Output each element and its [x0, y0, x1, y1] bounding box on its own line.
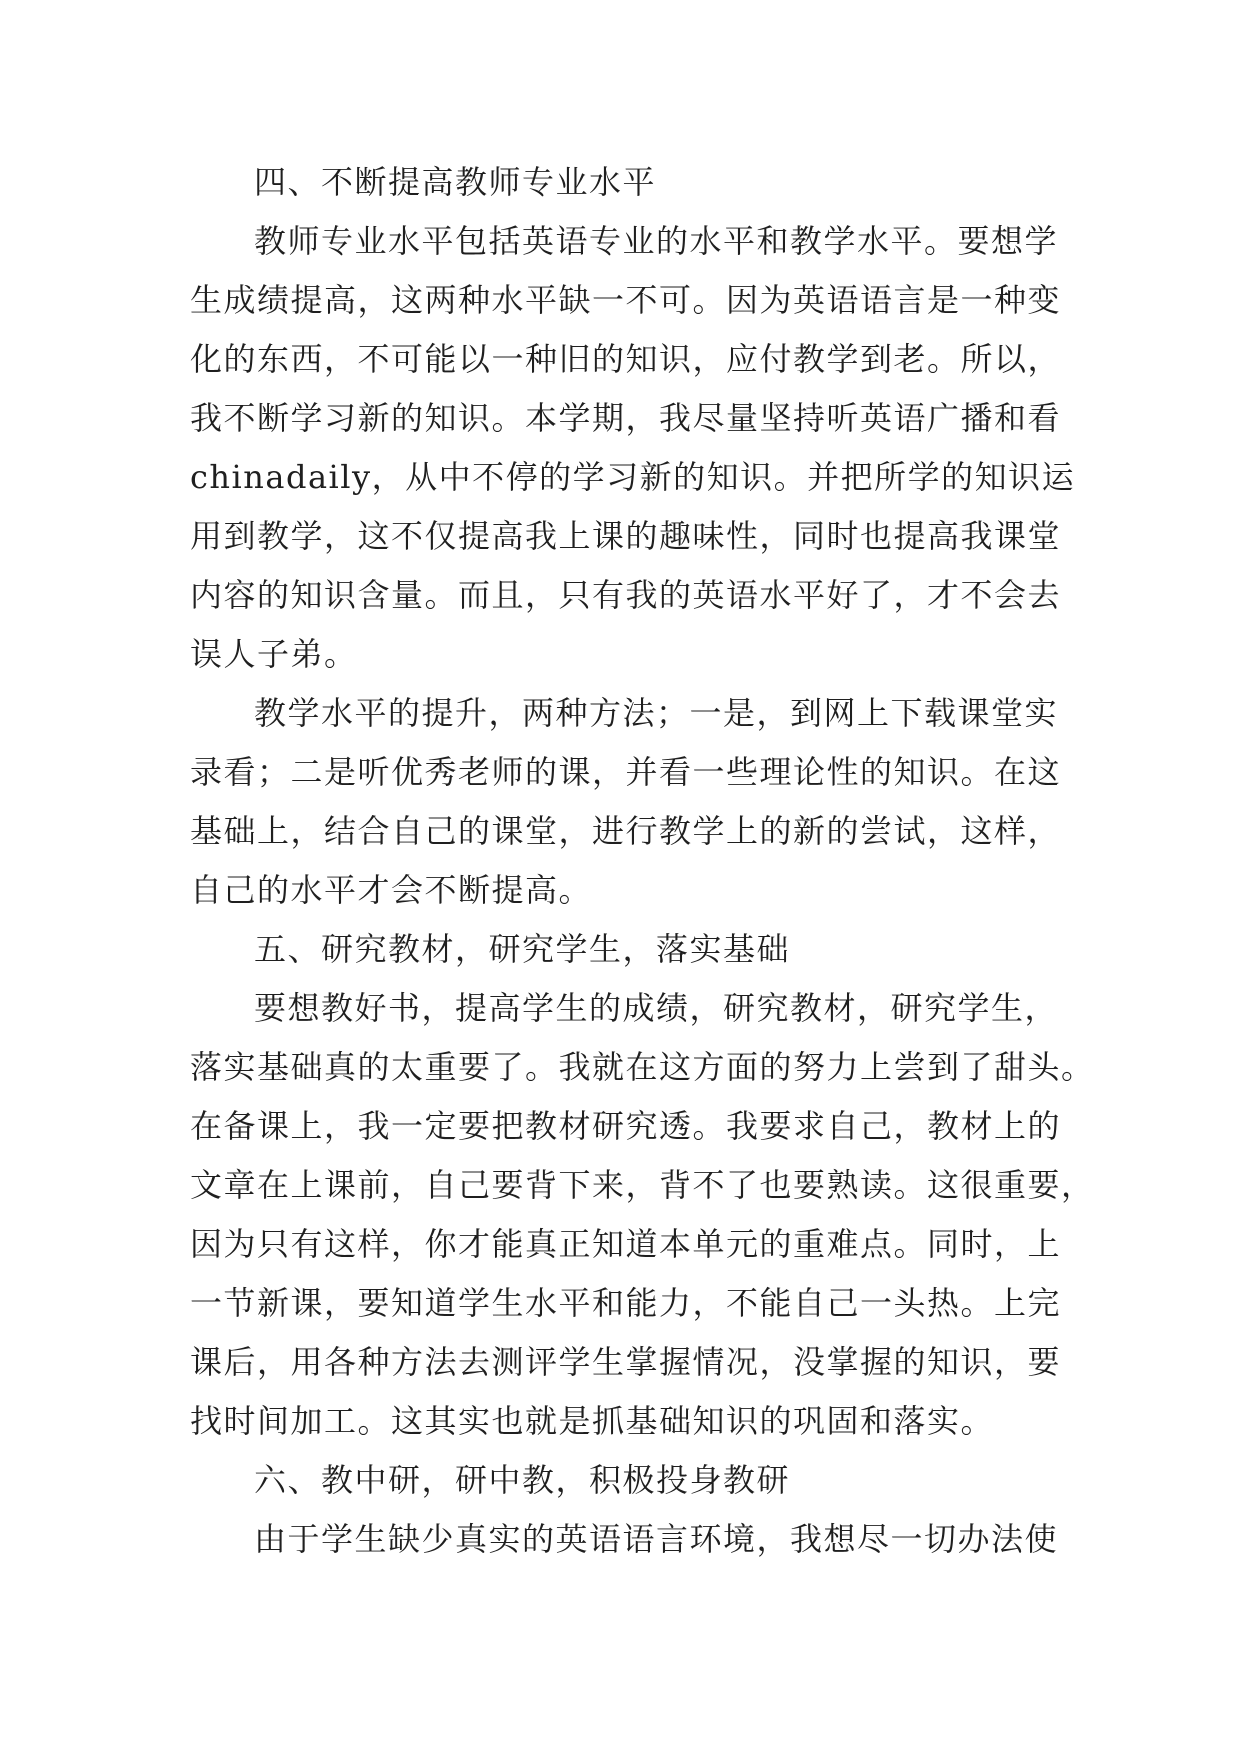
paragraph-line: 课后，用各种方法去测评学生掌握情况，没掌握的知识，要	[190, 1343, 1062, 1381]
paragraph-line: 在备课上，我一定要把教材研究透。我要求自己，教材上的	[190, 1107, 1062, 1145]
paragraph-line: 要想教好书，提高学生的成绩，研究教材，研究学生，	[254, 989, 1059, 1027]
paragraph-line: 生成绩提高，这两种水平缺一不可。因为英语语言是一种变	[190, 281, 1062, 319]
paragraph-line: 误人子弟。	[190, 635, 358, 673]
paragraph-line: 用到教学，这不仅提高我上课的趣味性，同时也提高我课堂	[190, 517, 1062, 555]
paragraph-line: chinadaily，从中不停的学习新的知识。并把所学的知识运	[190, 458, 1076, 496]
paragraph-line: 内容的知识含量。而且，只有我的英语水平好了，才不会去	[190, 576, 1062, 614]
paragraph-line: 文章在上课前，自己要背下来，背不了也要熟读。这很重要，	[190, 1166, 1095, 1204]
paragraph-line: 教学水平的提升，两种方法；一是，到网上下载课堂实	[254, 694, 1059, 732]
paragraph-line: 我不断学习新的知识。本学期，我尽量坚持听英语广播和看	[190, 399, 1062, 437]
paragraph-line: 化的东西，不可能以一种旧的知识，应付教学到老。所以，	[190, 340, 1062, 378]
paragraph-line: 教师专业水平包括英语专业的水平和教学水平。要想学	[254, 222, 1059, 260]
paragraph-line: 找时间加工。这其实也就是抓基础知识的巩固和落实。	[190, 1402, 995, 1440]
paragraph-line: 自己的水平才会不断提高。	[190, 871, 593, 909]
section-heading-5: 五、研究教材，研究学生，落实基础	[254, 930, 791, 968]
paragraph-line: 一节新课，要知道学生水平和能力，不能自己一头热。上完	[190, 1284, 1062, 1322]
paragraph-line: 基础上，结合自己的课堂，进行教学上的新的尝试，这样，	[190, 812, 1062, 850]
section-heading-6: 六、教中研，研中教，积极投身教研	[254, 1461, 791, 1499]
paragraph-line: 因为只有这样，你才能真正知道本单元的重难点。同时，上	[190, 1225, 1062, 1263]
section-heading-4: 四、不断提高教师专业水平	[254, 163, 657, 201]
paragraph-line: 录看；二是听优秀老师的课，并看一些理论性的知识。在这	[190, 753, 1062, 791]
paragraph-line: 落实基础真的太重要了。我就在这方面的努力上尝到了甜头。	[190, 1048, 1095, 1086]
paragraph-line: 由于学生缺少真实的英语语言环境，我想尽一切办法使	[254, 1520, 1059, 1558]
